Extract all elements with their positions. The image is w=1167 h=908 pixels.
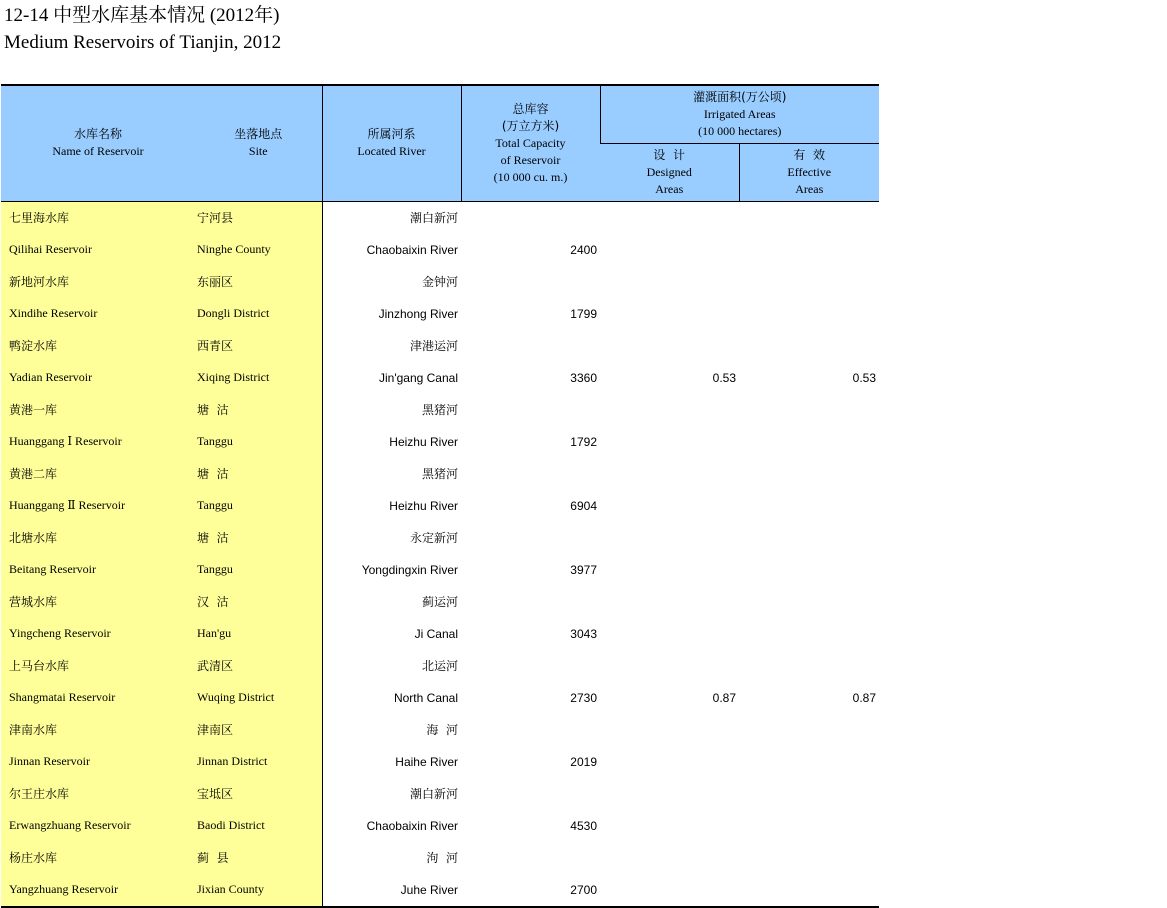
reservoir-site: 塘 沽 [195, 522, 322, 554]
header-effective-cn: 有 效 [793, 147, 826, 162]
total-capacity [461, 650, 600, 682]
designed-area [600, 842, 739, 874]
effective-area [739, 426, 879, 458]
page-title-cn: 12-14 中型水库基本情况 (2012年) [4, 5, 280, 26]
table-row [1, 810, 879, 842]
reservoir-name: Jinnan Reservoir [1, 746, 195, 778]
reservoir-name: Huanggang Ⅱ Reservoir [1, 490, 195, 522]
reservoir-river: Ji Canal [414, 626, 458, 641]
reservoir-site: Baodi District [195, 810, 322, 842]
reservoir-site: 津南区 [195, 714, 322, 746]
designed-area: 0.53 [712, 370, 736, 385]
reservoir-site: 宝坻区 [195, 778, 322, 810]
effective-area [739, 618, 879, 650]
effective-area: 0.87 [852, 690, 876, 705]
total-capacity: 2700 [461, 874, 600, 907]
total-capacity: 4530 [570, 818, 597, 833]
table-row [1, 746, 879, 778]
reservoir-site: Tanggu [195, 554, 322, 586]
reservoir-site: Jinnan District [195, 746, 322, 778]
table-row [1, 266, 879, 298]
header-effective [739, 143, 879, 201]
header-name [1, 85, 195, 201]
reservoir-river: Chaobaixin River [366, 818, 458, 833]
effective-area [739, 201, 879, 234]
effective-area [739, 298, 879, 330]
total-capacity [461, 458, 600, 490]
total-capacity: 3043 [570, 626, 597, 641]
reservoir-table [1, 84, 879, 908]
reservoir-site: 东丽区 [195, 266, 322, 298]
header-site [195, 85, 322, 201]
designed-area [600, 618, 739, 650]
designed-area [600, 234, 739, 266]
header-irrigated-en1: Irrigated Areas [703, 106, 776, 121]
table-row [1, 394, 879, 426]
total-capacity [461, 522, 600, 554]
header-capacity-en2: of Reservoir [500, 152, 561, 167]
reservoir-site: Tanggu [195, 426, 322, 458]
table-row [1, 522, 879, 554]
reservoir-river: 蓟运河 [421, 595, 458, 609]
designed-area [600, 650, 739, 682]
header-river-en: Located River [357, 144, 426, 159]
header-capacity-cn2: (万立方米) [501, 118, 560, 133]
reservoir-name: 新地河水库 [1, 266, 195, 298]
table-row [1, 362, 879, 394]
reservoir-river: 永定新河 [409, 531, 458, 545]
reservoir-river: Heizhu River [389, 434, 458, 449]
reservoir-river: Jin'gang Canal [378, 370, 458, 385]
header-designed [600, 143, 739, 201]
table-row [1, 650, 879, 682]
effective-area [739, 266, 879, 298]
reservoir-name: 北塘水库 [1, 522, 195, 554]
reservoir-river: 津港运河 [409, 339, 458, 353]
reservoir-site: 塘 沽 [195, 394, 322, 426]
effective-area [739, 810, 879, 842]
reservoir-site: Wuqing District [195, 682, 322, 714]
header-river [322, 85, 461, 201]
reservoir-name: Yadian Reservoir [1, 362, 195, 394]
reservoir-site: Dongli District [195, 298, 322, 330]
reservoir-name: 上马台水库 [1, 650, 195, 682]
designed-area [600, 426, 739, 458]
designed-area [600, 394, 739, 426]
reservoir-name: Xindihe Reservoir [1, 298, 195, 330]
effective-area [739, 554, 879, 586]
effective-area [739, 234, 879, 266]
reservoir-river: North Canal [393, 690, 458, 705]
reservoir-river: 潮白新河 [409, 787, 458, 801]
designed-area [600, 714, 739, 746]
reservoir-river: 黑猪河 [421, 403, 458, 417]
total-capacity [461, 586, 600, 618]
page-title-en: Medium Reservoirs of Tianjin, 2012 [4, 32, 282, 53]
reservoir-name: Yingcheng Reservoir [1, 618, 195, 650]
designed-area [600, 810, 739, 842]
reservoir-river: Yongdingxin River [361, 562, 458, 577]
total-capacity [461, 778, 600, 810]
reservoir-river: 黑猪河 [421, 467, 458, 481]
header-site-cn: 坐落地点 [234, 127, 283, 142]
total-capacity: 2400 [570, 242, 597, 257]
header-capacity-en1: Total Capacity [495, 135, 566, 150]
total-capacity [461, 330, 600, 362]
table-row [1, 586, 879, 618]
reservoir-river: 潮白新河 [409, 211, 458, 225]
effective-area [739, 650, 879, 682]
header-river-cn: 所属河系 [367, 127, 416, 142]
total-capacity: 2730 [570, 690, 597, 705]
reservoir-name: 七里海水库 [1, 201, 195, 234]
reservoir-site: Ninghe County [195, 234, 322, 266]
effective-area [739, 874, 879, 907]
reservoir-name: 黄港一库 [1, 394, 195, 426]
table-row [1, 682, 879, 714]
designed-area [600, 330, 739, 362]
total-capacity: 1799 [570, 306, 597, 321]
header-irrigated-en2: (10 000 hectares) [698, 123, 782, 138]
designed-area [600, 201, 739, 234]
effective-area [739, 842, 879, 874]
reservoir-site: Han'gu [195, 618, 322, 650]
header-irrigated [600, 85, 879, 143]
reservoir-river: 海 河 [426, 723, 458, 737]
total-capacity [461, 842, 600, 874]
reservoir-name: 尔王庄水库 [1, 778, 195, 810]
effective-area [739, 490, 879, 522]
total-capacity [461, 714, 600, 746]
reservoir-site: 塘 沽 [195, 458, 322, 490]
reservoir-name: 营城水库 [1, 586, 195, 618]
table-row [1, 490, 879, 522]
header-designed-en2: Areas [655, 181, 684, 196]
reservoir-name: Shangmatai Reservoir [1, 682, 195, 714]
table-row [1, 234, 879, 266]
reservoir-site: 蓟 县 [195, 842, 322, 874]
table-row [1, 714, 879, 746]
header-name-cn: 水库名称 [73, 127, 122, 142]
reservoir-site: 西青区 [195, 330, 322, 362]
effective-area [739, 394, 879, 426]
table-row [1, 298, 879, 330]
total-capacity: 1792 [570, 434, 597, 449]
reservoir-site: Tanggu [195, 490, 322, 522]
designed-area: 0.87 [712, 690, 736, 705]
reservoir-river: Chaobaixin River [366, 242, 458, 257]
table-row [1, 778, 879, 810]
reservoir-name: 杨庄水库 [1, 842, 195, 874]
designed-area [600, 490, 739, 522]
header-name-en: Name of Reservoir [52, 144, 144, 159]
reservoir-name: Qilihai Reservoir [1, 234, 195, 266]
designed-area [600, 458, 739, 490]
designed-area [600, 778, 739, 810]
designed-area [600, 298, 739, 330]
effective-area [739, 778, 879, 810]
table-row [1, 201, 879, 234]
total-capacity [461, 201, 600, 234]
reservoir-river: Heizhu River [389, 498, 458, 513]
reservoir-name: 津南水库 [1, 714, 195, 746]
designed-area [600, 522, 739, 554]
designed-area [600, 586, 739, 618]
reservoir-site: Jixian County [195, 874, 322, 907]
table-row [1, 426, 879, 458]
table-body [1, 201, 879, 907]
effective-area [739, 330, 879, 362]
header-designed-cn: 设 计 [653, 147, 686, 162]
table-row [1, 618, 879, 650]
effective-area: 0.53 [852, 370, 876, 385]
header-effective-en1: Effective [787, 164, 832, 179]
reservoir-name: 黄港二库 [1, 458, 195, 490]
total-capacity: 2019 [570, 754, 597, 769]
designed-area [600, 554, 739, 586]
header-capacity [461, 85, 600, 201]
designed-area [600, 266, 739, 298]
reservoir-river: 金钟河 [421, 275, 458, 289]
total-capacity: 6904 [570, 498, 597, 513]
reservoir-name: 鸭淀水库 [1, 330, 195, 362]
reservoir-river: Jinzhong River [378, 306, 458, 321]
total-capacity [461, 266, 600, 298]
table-row [1, 554, 879, 586]
reservoir-river: 泃 河 [426, 851, 458, 865]
header-irrigated-cn: 灌溉面积(万公顷) [693, 89, 787, 104]
total-capacity [461, 394, 600, 426]
table-row [1, 330, 879, 362]
reservoir-name: Yangzhuang Reservoir [1, 874, 195, 907]
designed-area [600, 874, 739, 907]
header-effective-en2: Areas [795, 181, 824, 196]
reservoir-name: Erwangzhuang Reservoir [1, 810, 195, 842]
reservoir-river: Juhe River [322, 874, 461, 907]
effective-area [739, 746, 879, 778]
designed-area [600, 746, 739, 778]
reservoir-river: 北运河 [421, 659, 458, 673]
effective-area [739, 586, 879, 618]
table-row [1, 842, 879, 874]
reservoir-name: Beitang Reservoir [1, 554, 195, 586]
table-row [1, 458, 879, 490]
effective-area [739, 522, 879, 554]
reservoir-site: 汉 沽 [195, 586, 322, 618]
total-capacity: 3977 [570, 562, 597, 577]
effective-area [739, 714, 879, 746]
header-designed-en1: Designed [646, 164, 692, 179]
total-capacity: 3360 [570, 370, 597, 385]
table-row [1, 874, 879, 907]
effective-area [739, 458, 879, 490]
header-site-en: Site [248, 144, 268, 159]
reservoir-site: Xiqing District [195, 362, 322, 394]
reservoir-river: Haihe River [395, 754, 458, 769]
reservoir-site: 宁河县 [195, 201, 322, 234]
header-capacity-cn1: 总库容 [512, 101, 549, 116]
header-capacity-en3: (10 000 cu. m.) [493, 169, 568, 184]
reservoir-name: Huanggang Ⅰ Reservoir [1, 426, 195, 458]
reservoir-site: 武清区 [195, 650, 322, 682]
